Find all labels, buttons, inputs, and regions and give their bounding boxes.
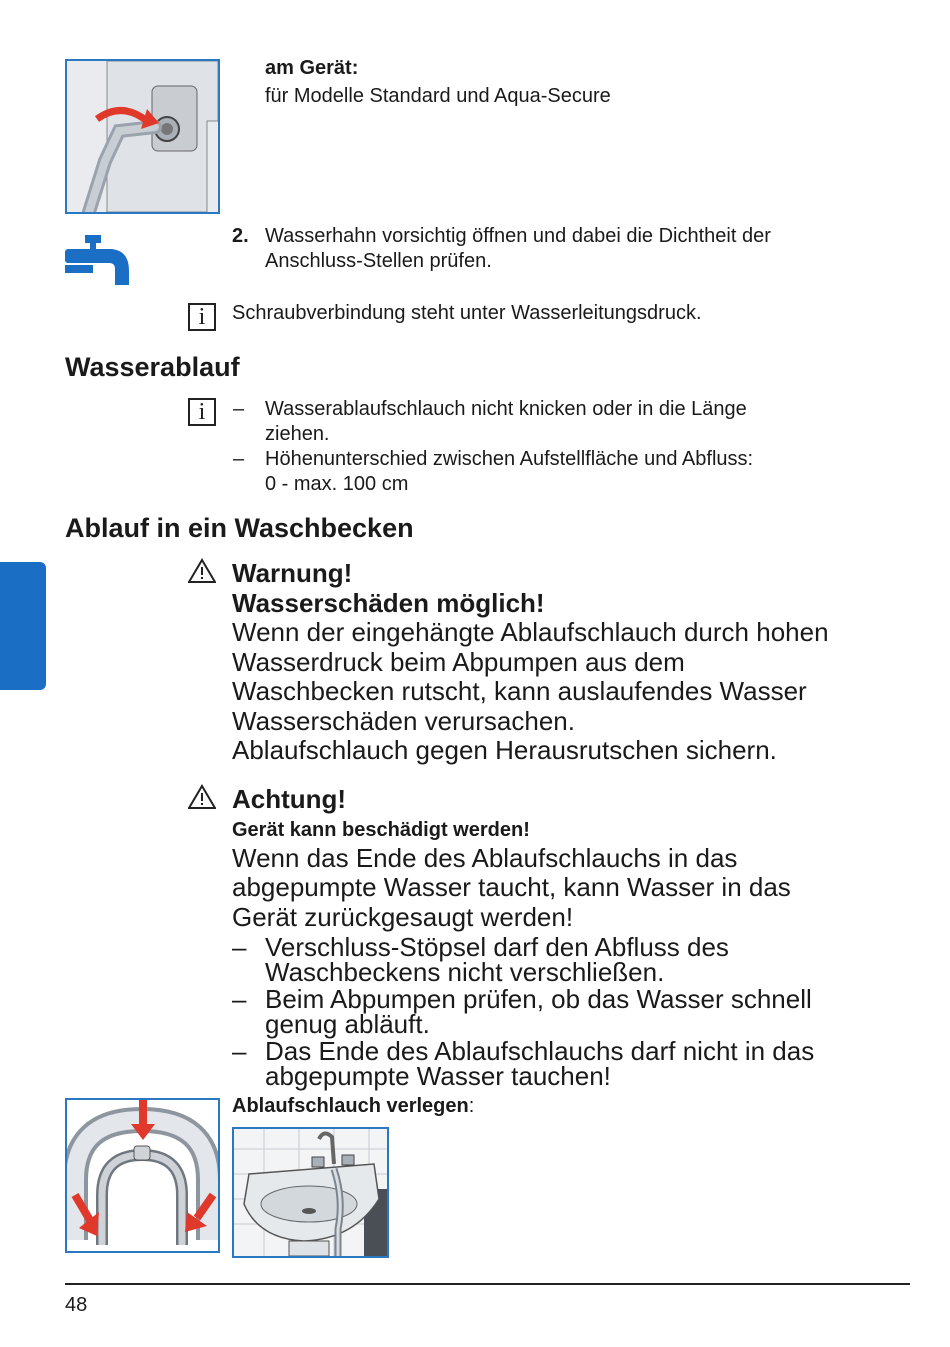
caution-text-line: Gerät zurückgesaugt werden! bbox=[232, 902, 574, 932]
warning-title: Warnung! bbox=[232, 558, 353, 588]
list-item-cont: ziehen. bbox=[265, 423, 330, 445]
list-item: Wasserablaufschlauch nicht knicken oder in die Länge bbox=[265, 398, 747, 420]
wash-basin-illustration bbox=[232, 1127, 389, 1258]
footer-rule bbox=[65, 1283, 910, 1285]
page-number: 48 bbox=[65, 1294, 88, 1316]
chapter-side-tab bbox=[0, 562, 46, 690]
connection-heading: am Gerät: bbox=[265, 57, 359, 79]
list-dash: – bbox=[233, 398, 245, 420]
hose-connection-illustration bbox=[65, 59, 220, 214]
list-item: Höhenunterschied zwischen Aufstellfläche und Abfluss: bbox=[265, 448, 754, 470]
list-dash: – bbox=[232, 984, 247, 1014]
warning-text-line: Wasserdruck beim Abpumpen aus dem bbox=[232, 647, 685, 677]
caution-title: Achtung! bbox=[232, 784, 347, 814]
step2-line2: Anschluss-Stellen prüfen. bbox=[265, 250, 492, 272]
warning-subtitle: Wasserschäden möglich! bbox=[232, 588, 545, 618]
hose-label bbox=[232, 1094, 474, 1119]
list-dash: – bbox=[232, 932, 247, 962]
warning-triangle-icon bbox=[188, 784, 216, 810]
list-item: Das Ende des Ablaufschlauchs darf nicht in das bbox=[265, 1036, 815, 1066]
section-title-waschbecken: Ablauf in ein Waschbecken bbox=[65, 513, 414, 543]
warning-triangle-icon bbox=[188, 558, 216, 584]
info-icon: i bbox=[188, 303, 216, 331]
caution-text-line: Wenn das Ende des Ablaufschlauchs in das bbox=[232, 843, 738, 873]
step-number: 2. bbox=[232, 225, 249, 247]
caution-subtitle: Gerät kann beschädigt werden! bbox=[232, 819, 530, 841]
list-item: Verschluss-Stöpsel darf den Abfluss des bbox=[265, 932, 729, 962]
list-item-cont: genug abläuft. bbox=[265, 1009, 430, 1039]
hose-label-colon: : bbox=[468, 1095, 475, 1117]
caution-text-line: abgepumpte Wasser taucht, kann Wasser in das bbox=[232, 872, 791, 902]
info-icon: i bbox=[188, 398, 216, 426]
hose-holder-illustration bbox=[65, 1098, 220, 1253]
hose-label-text: Ablaufschlauch verlegen bbox=[232, 1095, 469, 1117]
list-dash: – bbox=[232, 1036, 247, 1066]
connection-subtext: für Modelle Standard und Aqua-Secure bbox=[265, 85, 611, 107]
water-tap-icon bbox=[65, 235, 131, 287]
list-item-cont: 0 - max. 100 cm bbox=[265, 473, 409, 495]
warning-text-line: Waschbecken rutscht, kann auslaufendes Wasser bbox=[232, 676, 807, 706]
warning-text-line: Ablaufschlauch gegen Herausrutschen sichern. bbox=[232, 735, 777, 765]
note-text: Schraubverbindung steht unter Wasserleitungsdruck. bbox=[232, 302, 702, 324]
list-item-cont: Waschbeckens nicht verschließen. bbox=[265, 957, 665, 987]
warning-text-line: Wasserschäden verursachen. bbox=[232, 706, 575, 736]
list-item-cont: abgepumpte Wasser tauchen! bbox=[265, 1061, 611, 1091]
list-dash: – bbox=[233, 448, 245, 470]
section-title-wasserablauf: Wasserablauf bbox=[65, 352, 240, 382]
list-item: Beim Abpumpen prüfen, ob das Wasser schnell bbox=[265, 984, 812, 1014]
warning-text-line: Wenn der eingehängte Ablaufschlauch durch hohen bbox=[232, 617, 829, 647]
step2-line1: Wasserhahn vorsichtig öffnen und dabei die Dichtheit der bbox=[265, 225, 771, 247]
